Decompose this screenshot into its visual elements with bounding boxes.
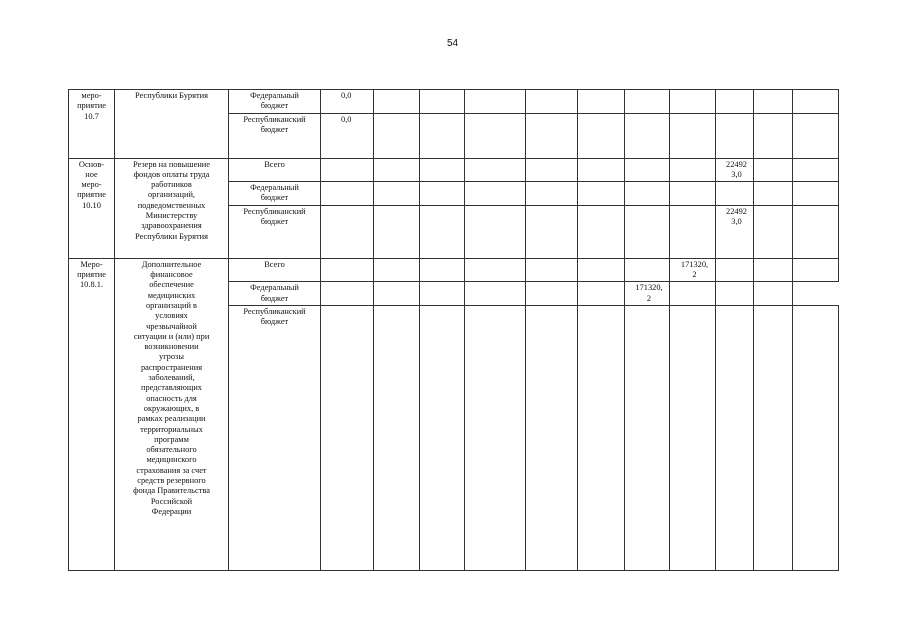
table-row <box>69 90 839 114</box>
table-cell <box>321 282 374 306</box>
table-cell <box>374 113 420 158</box>
table-cell <box>793 90 839 114</box>
table-cell <box>374 282 420 306</box>
row-code: Меро- приятие 10.8.1. <box>69 258 115 570</box>
table-cell <box>321 305 374 570</box>
table-cell <box>670 205 716 258</box>
table-cell <box>754 282 793 306</box>
table-cell <box>793 205 839 258</box>
table-cell <box>465 258 526 282</box>
table-cell <box>420 158 465 182</box>
table-cell <box>420 305 465 570</box>
table-row <box>69 258 839 282</box>
table-cell <box>374 205 420 258</box>
table-cell <box>754 158 793 182</box>
table-cell <box>670 305 716 570</box>
table-cell <box>754 182 793 206</box>
table-cell <box>420 90 465 114</box>
funding-source: Федеральный бюджет <box>229 182 321 206</box>
table-cell <box>754 258 793 282</box>
row-name: Резерв на повышение фондов оплаты труда работников организаций, подведомственных Министерству здравоохранения Республики Бурятия <box>115 158 229 258</box>
table-cell <box>716 258 754 282</box>
table-cell <box>465 305 526 570</box>
table-cell <box>625 182 670 206</box>
table-cell <box>625 90 670 114</box>
table-cell <box>670 90 716 114</box>
table-cell <box>374 305 420 570</box>
table-cell <box>526 258 578 282</box>
table-cell <box>526 113 578 158</box>
table-cell <box>578 282 625 306</box>
table-cell <box>374 258 420 282</box>
table-cell <box>578 305 625 570</box>
funding-source: Республиканский бюджет <box>229 305 321 570</box>
funding-source: Всего <box>229 158 321 182</box>
table-cell <box>526 305 578 570</box>
table-cell <box>578 90 625 114</box>
table-cell <box>526 205 578 258</box>
table-cell <box>754 90 793 114</box>
table-cell <box>374 158 420 182</box>
table-cell <box>578 205 625 258</box>
table-cell <box>754 113 793 158</box>
table-cell <box>625 205 670 258</box>
table-cell <box>321 205 374 258</box>
table-cell: 0,0 <box>321 90 374 114</box>
table-cell <box>670 182 716 206</box>
table-cell <box>321 258 374 282</box>
table-cell <box>578 158 625 182</box>
table-cell <box>526 90 578 114</box>
table-cell <box>754 205 793 258</box>
table-cell <box>793 182 839 206</box>
table-cell: 171320, 2 <box>625 282 670 306</box>
table-cell <box>793 258 839 282</box>
table-cell <box>526 158 578 182</box>
table-cell <box>716 305 754 570</box>
table-cell <box>625 113 670 158</box>
table-cell <box>465 205 526 258</box>
table-cell <box>321 182 374 206</box>
table-cell <box>793 158 839 182</box>
table-cell <box>420 182 465 206</box>
table-cell <box>625 305 670 570</box>
row-code: меро- приятие 10.7 <box>69 90 115 159</box>
table-cell <box>670 113 716 158</box>
table-cell <box>754 305 793 570</box>
table-cell <box>374 90 420 114</box>
table-cell: 22492 3,0 <box>716 205 754 258</box>
table-cell <box>670 282 716 306</box>
funding-source: Республиканский бюджет <box>229 113 321 158</box>
table-cell <box>465 282 526 306</box>
table-cell <box>716 90 754 114</box>
table-cell <box>793 305 839 570</box>
table-cell <box>526 282 578 306</box>
table-cell: 0,0 <box>321 113 374 158</box>
table-cell <box>716 282 754 306</box>
table-cell: 171320, 2 <box>670 258 716 282</box>
table-cell <box>321 158 374 182</box>
funding-source: Республиканский бюджет <box>229 205 321 258</box>
table-cell <box>420 258 465 282</box>
table-cell <box>526 182 578 206</box>
table-cell <box>374 182 420 206</box>
row-name: Дополнительное финансовое обеспечение медицинских организаций в условиях чрезвычайной ситуации и (или) при возникновении угрозы распространения заболеваний, представляющих опасность для окружающих, в рамках реализации территориальных программ обязательного медицинского страхования за счет средств резервного фонда Правительства Российской Федерации <box>115 258 229 570</box>
table-cell <box>716 182 754 206</box>
table-cell <box>578 113 625 158</box>
table-cell <box>465 90 526 114</box>
table-row <box>69 158 839 182</box>
table-cell <box>716 113 754 158</box>
table-cell <box>625 158 670 182</box>
table-cell <box>625 258 670 282</box>
page-number: 54 <box>446 38 459 49</box>
table-cell <box>670 158 716 182</box>
table-cell <box>578 258 625 282</box>
row-code: Основ- ное меро- приятие 10.10 <box>69 158 115 258</box>
table-cell <box>420 205 465 258</box>
table-cell <box>420 282 465 306</box>
funding-source: Федеральный бюджет <box>229 90 321 114</box>
table-cell <box>578 182 625 206</box>
budget-table <box>68 89 839 571</box>
table-cell <box>420 113 465 158</box>
table-cell <box>465 182 526 206</box>
table-cell <box>465 158 526 182</box>
row-name: Республики Бурятия <box>115 90 229 159</box>
table-cell: 22492 3,0 <box>716 158 754 182</box>
table-cell <box>465 113 526 158</box>
funding-source: Федеральный бюджет <box>229 282 321 306</box>
table-cell <box>793 113 839 158</box>
funding-source: Всего <box>229 258 321 282</box>
